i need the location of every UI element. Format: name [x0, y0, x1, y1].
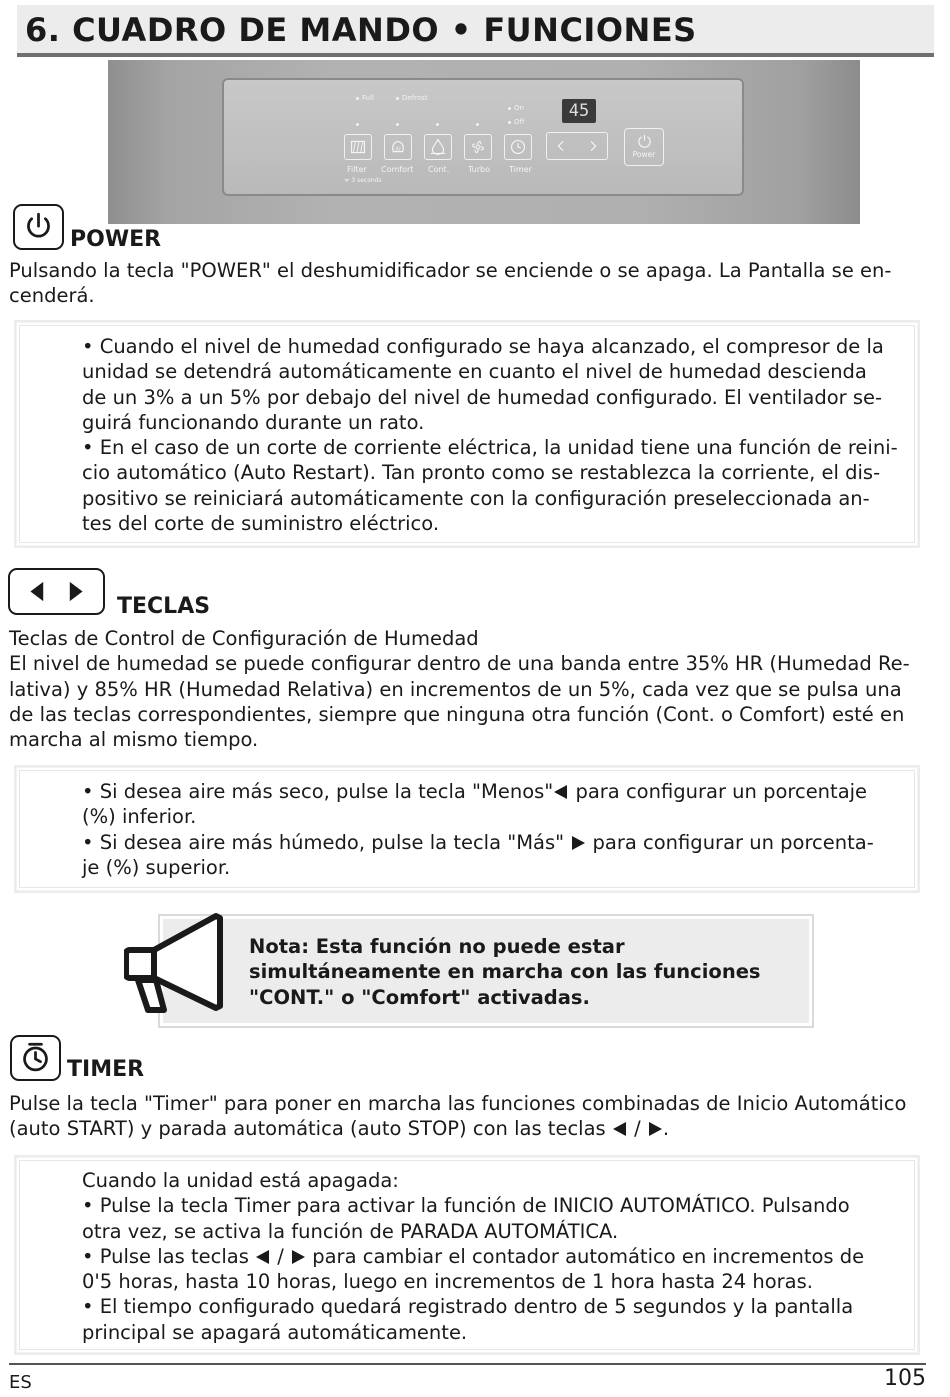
footer-language: ES [9, 1372, 32, 1393]
teclas-heading: TECLAS [117, 594, 211, 619]
drop-icon [425, 135, 451, 159]
section-title-bar [17, 5, 934, 57]
text-fragment: . [662, 1117, 670, 1141]
comfort-button[interactable] [384, 134, 412, 160]
right-triangle-icon [647, 1121, 663, 1137]
text-fragment: para cambiar el contador automático en incrementos de [306, 1244, 865, 1268]
timer-label: Timer [509, 165, 532, 174]
text-line: Pulsando la tecla "POWER" el deshumidificador se enciende o se apaga. La Pantalla se en- [9, 259, 892, 282]
indicator-off: Off [508, 118, 524, 126]
page-number: 105 [884, 1366, 926, 1391]
arrow-keys[interactable] [546, 132, 608, 160]
indicator-defrost: Defrost [396, 94, 428, 102]
status-dot [476, 123, 479, 126]
text-line: cio automático (Auto Restart). Tan pronto como se restablezca la corriente, el dis- [82, 461, 881, 485]
svg-text:AI: AI [395, 146, 401, 153]
text-line: 0'5 horas, hasta 10 horas, luego en incrementos de 1 hora hasta 24 horas. [82, 1270, 813, 1294]
control-panel-photo [108, 60, 860, 224]
turbo-label: Turbo [468, 165, 491, 174]
power-heading: POWER [70, 227, 162, 252]
text-line: "CONT." o "Comfort" activadas. [249, 985, 590, 1009]
text-line: marcha al mismo tiempo. [9, 728, 259, 752]
power-key-icon [13, 204, 64, 250]
cont-label: Cont. [428, 165, 450, 174]
status-dot [396, 123, 399, 126]
left-triangle-icon [612, 1121, 628, 1137]
text-line [82, 779, 912, 804]
text-line [9, 1116, 929, 1141]
text-line: unidad se detendrá automáticamente en cuanto el nivel de humedad descienda [82, 360, 867, 384]
control-panel [222, 78, 744, 196]
text-line: je (%) superior. [82, 855, 231, 879]
text-fragment: / [271, 1244, 291, 1268]
teclas-info-box [14, 765, 920, 893]
right-arrow-icon [591, 141, 596, 150]
text-line: de las teclas correspondientes, siempre que ninguna otra función (Cont. o Comfort) esté en [9, 702, 905, 726]
text-line: lativa) y 85% HR (Humedad Relativa) en incrementos de un 5%, cada vez que se pulsa una [9, 677, 902, 701]
text-fragment: (auto START) y parada automática (auto STOP) con las teclas [9, 1117, 612, 1141]
right-triangle-icon [570, 835, 586, 851]
megaphone-icon [124, 910, 254, 1020]
text-line: El nivel de humedad se puede configurar dentro de una banda entre 35% HR (Humedad Re- [9, 652, 910, 676]
timer-button[interactable] [504, 134, 532, 160]
text-line: Cuando la unidad está apagada: [82, 1169, 399, 1192]
power-info-box [14, 320, 920, 548]
cont-button[interactable] [424, 134, 452, 160]
filter-sub-label: ᯤ 3 seconds [344, 177, 382, 184]
humidity-display: 45 [562, 99, 596, 123]
text-fragment: para configurar un porcentaje [569, 780, 868, 803]
turbo-button[interactable] [464, 134, 492, 160]
left-triangle-icon [30, 582, 43, 601]
text-line: positivo se reiniciará automáticamente con la configuración preseleccionada an- [82, 486, 870, 510]
filter-label: Filter [347, 165, 367, 174]
text-line [82, 1244, 912, 1269]
note-box [160, 916, 812, 1026]
section-title: 6. CUADRO DE MANDO • FUNCIONES [25, 11, 697, 49]
power-button-label: Power [632, 150, 656, 159]
text-line: Pulse la tecla "Timer" para poner en marcha las funciones combinadas de Inicio Automático [9, 1092, 907, 1115]
left-triangle-icon [255, 1249, 271, 1265]
status-dot [436, 123, 439, 126]
right-triangle-icon [70, 582, 83, 601]
comfort-icon [385, 135, 411, 159]
comfort-label: Comfort [381, 165, 414, 174]
text-line: • El tiempo configurado quedará registrado dentro de 5 segundos y la pantalla [82, 1295, 854, 1319]
text-line [82, 830, 912, 855]
text-line: guirá funcionando durante un rato. [82, 410, 425, 434]
fan-icon [465, 135, 491, 159]
text-line: Teclas de Control de Configuración de Humedad [9, 627, 479, 650]
text-line: otra vez, se activa la función de PARADA AUTOMÁTICA. [82, 1219, 619, 1243]
indicator-full: Full [356, 94, 374, 102]
note-text [249, 934, 809, 1010]
timer-info-box [14, 1155, 920, 1355]
timer-heading: TIMER [67, 1057, 145, 1082]
text-line: simultáneamente en marcha con las funciones [249, 960, 761, 984]
power-description [9, 258, 929, 309]
arrow-keys-icon [8, 568, 105, 615]
text-line: • En el caso de un corte de corriente eléctrica, la unidad tiene una función de reini- [82, 436, 898, 460]
text-line: • Cuando el nivel de humedad configurado se haya alcanzado, el compresor de la [82, 335, 884, 358]
right-triangle-icon [290, 1249, 306, 1265]
text-line: tes del corte de suministro eléctrico. [82, 512, 440, 536]
text-line: cenderá. [9, 284, 95, 308]
clock-icon [505, 135, 531, 159]
text-fragment: • Si desea aire más seco, pulse la tecla "Menos" [82, 780, 554, 803]
text-fragment: • Pulse las teclas [82, 1244, 256, 1268]
filter-button[interactable] [344, 134, 372, 160]
text-fragment: • Si desea aire más húmedo, pulse la tecla "Más" [82, 830, 571, 854]
teclas-description [9, 626, 929, 752]
left-triangle-icon [553, 784, 569, 800]
text-line: de un 3% a un 5% por debajo del nivel de humedad configurado. El ventilador se- [82, 385, 883, 409]
status-dot [356, 123, 359, 126]
text-line: principal se apagará automáticamente. [82, 1320, 468, 1344]
text-fragment: para configurar un porcenta- [586, 830, 874, 854]
text-line: Nota: Esta función no puede estar [249, 935, 625, 958]
filter-icon [345, 135, 371, 159]
timer-description [9, 1091, 929, 1142]
power-button[interactable] [624, 128, 664, 166]
text-fragment: / [627, 1117, 647, 1141]
text-line: • Pulse la tecla Timer para activar la función de INICIO AUTOMÁTICO. Pulsando [82, 1194, 850, 1218]
footer-divider [9, 1363, 926, 1365]
left-arrow-icon [558, 141, 563, 150]
indicator-on: On [508, 104, 524, 112]
timer-key-icon [10, 1035, 61, 1081]
text-line: (%) inferior. [82, 805, 197, 829]
power-icon [637, 133, 652, 148]
